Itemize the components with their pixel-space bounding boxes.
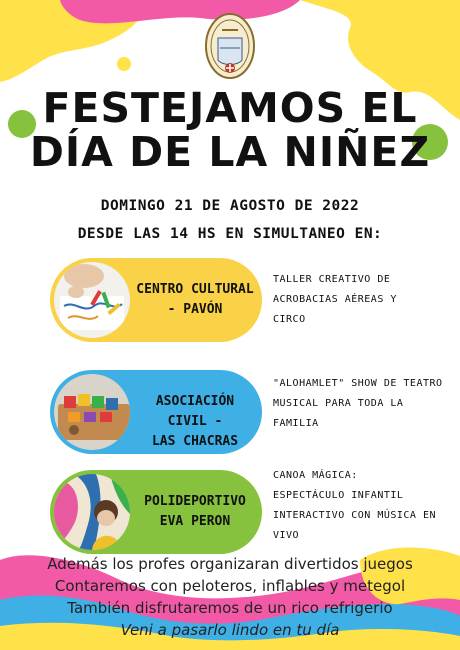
venue-name-line2: EVA PERON xyxy=(159,514,231,529)
footer-line-inflatables: Contaremos con peloteros, inflables y metegol xyxy=(54,577,406,595)
page-title-line1: FESTEJAMOS EL xyxy=(42,84,418,132)
child-painting-photo xyxy=(54,262,130,338)
venue-name-polideportivo xyxy=(134,492,256,532)
venue-name-asociacion-civil xyxy=(134,392,256,452)
pink-splash-top xyxy=(60,0,300,23)
venue-description-asociacion-civil xyxy=(273,374,453,434)
venue-desc-line3: INTERACTIVO CON MÚSICA EN xyxy=(273,510,437,521)
venue-desc-line2: ACROBACIAS AÉREAS Y xyxy=(273,294,397,305)
yellow-drop xyxy=(117,57,131,71)
child-mural-photo xyxy=(54,474,130,550)
venue-desc-line2: MUSICAL PARA TODA LA xyxy=(273,398,404,409)
yellow-drop-right xyxy=(386,55,404,73)
page-title-line2: DÍA DE LA NIÑEZ xyxy=(29,128,431,176)
venue-desc-line1: TALLER CREATIVO DE xyxy=(273,274,391,285)
wooden-toy-photo xyxy=(54,374,130,450)
venue-desc-line3: FAMILIA xyxy=(273,418,319,429)
venue-description-centro-cultural xyxy=(273,270,453,330)
event-date: DOMINGO 21 DE AGOSTO DE 2022 xyxy=(100,198,360,214)
venue-name-line1: CENTRO CULTURAL xyxy=(136,282,254,297)
venue-name-centro-cultural xyxy=(134,280,256,320)
venue-desc-line2: ESPECTÁCULO INFANTIL xyxy=(273,490,404,501)
venue-name-line2: LAS CHACRAS xyxy=(151,434,239,449)
venue-name-line1: POLIDEPORTIVO xyxy=(144,494,246,509)
footer-line-refreshments: También disfrutaremos de un rico refrigerio xyxy=(67,599,393,617)
footer-line-invitation: Veni a pasarlo lindo en tu día xyxy=(120,621,340,639)
venue-desc-line1: CANOA MÁGICA: xyxy=(273,470,358,481)
footer-line-games: Además los profes organizaran divertidos juegos xyxy=(47,555,413,573)
event-time: DESDE LAS 14 HS EN SIMULTANEO EN: xyxy=(77,226,383,242)
venue-description-polideportivo xyxy=(273,466,453,546)
venue-name-line1: ASOCIACIÓN CIVIL - xyxy=(155,394,235,429)
venue-name-line2: - PAVÓN xyxy=(167,302,223,317)
crest-emblem-icon xyxy=(204,12,256,82)
venue-desc-line4: VIVO xyxy=(273,530,300,541)
venue-desc-line3: CIRCO xyxy=(273,314,306,325)
venue-desc-line1: "ALOHAMLET" SHOW DE TEATRO xyxy=(273,378,443,389)
